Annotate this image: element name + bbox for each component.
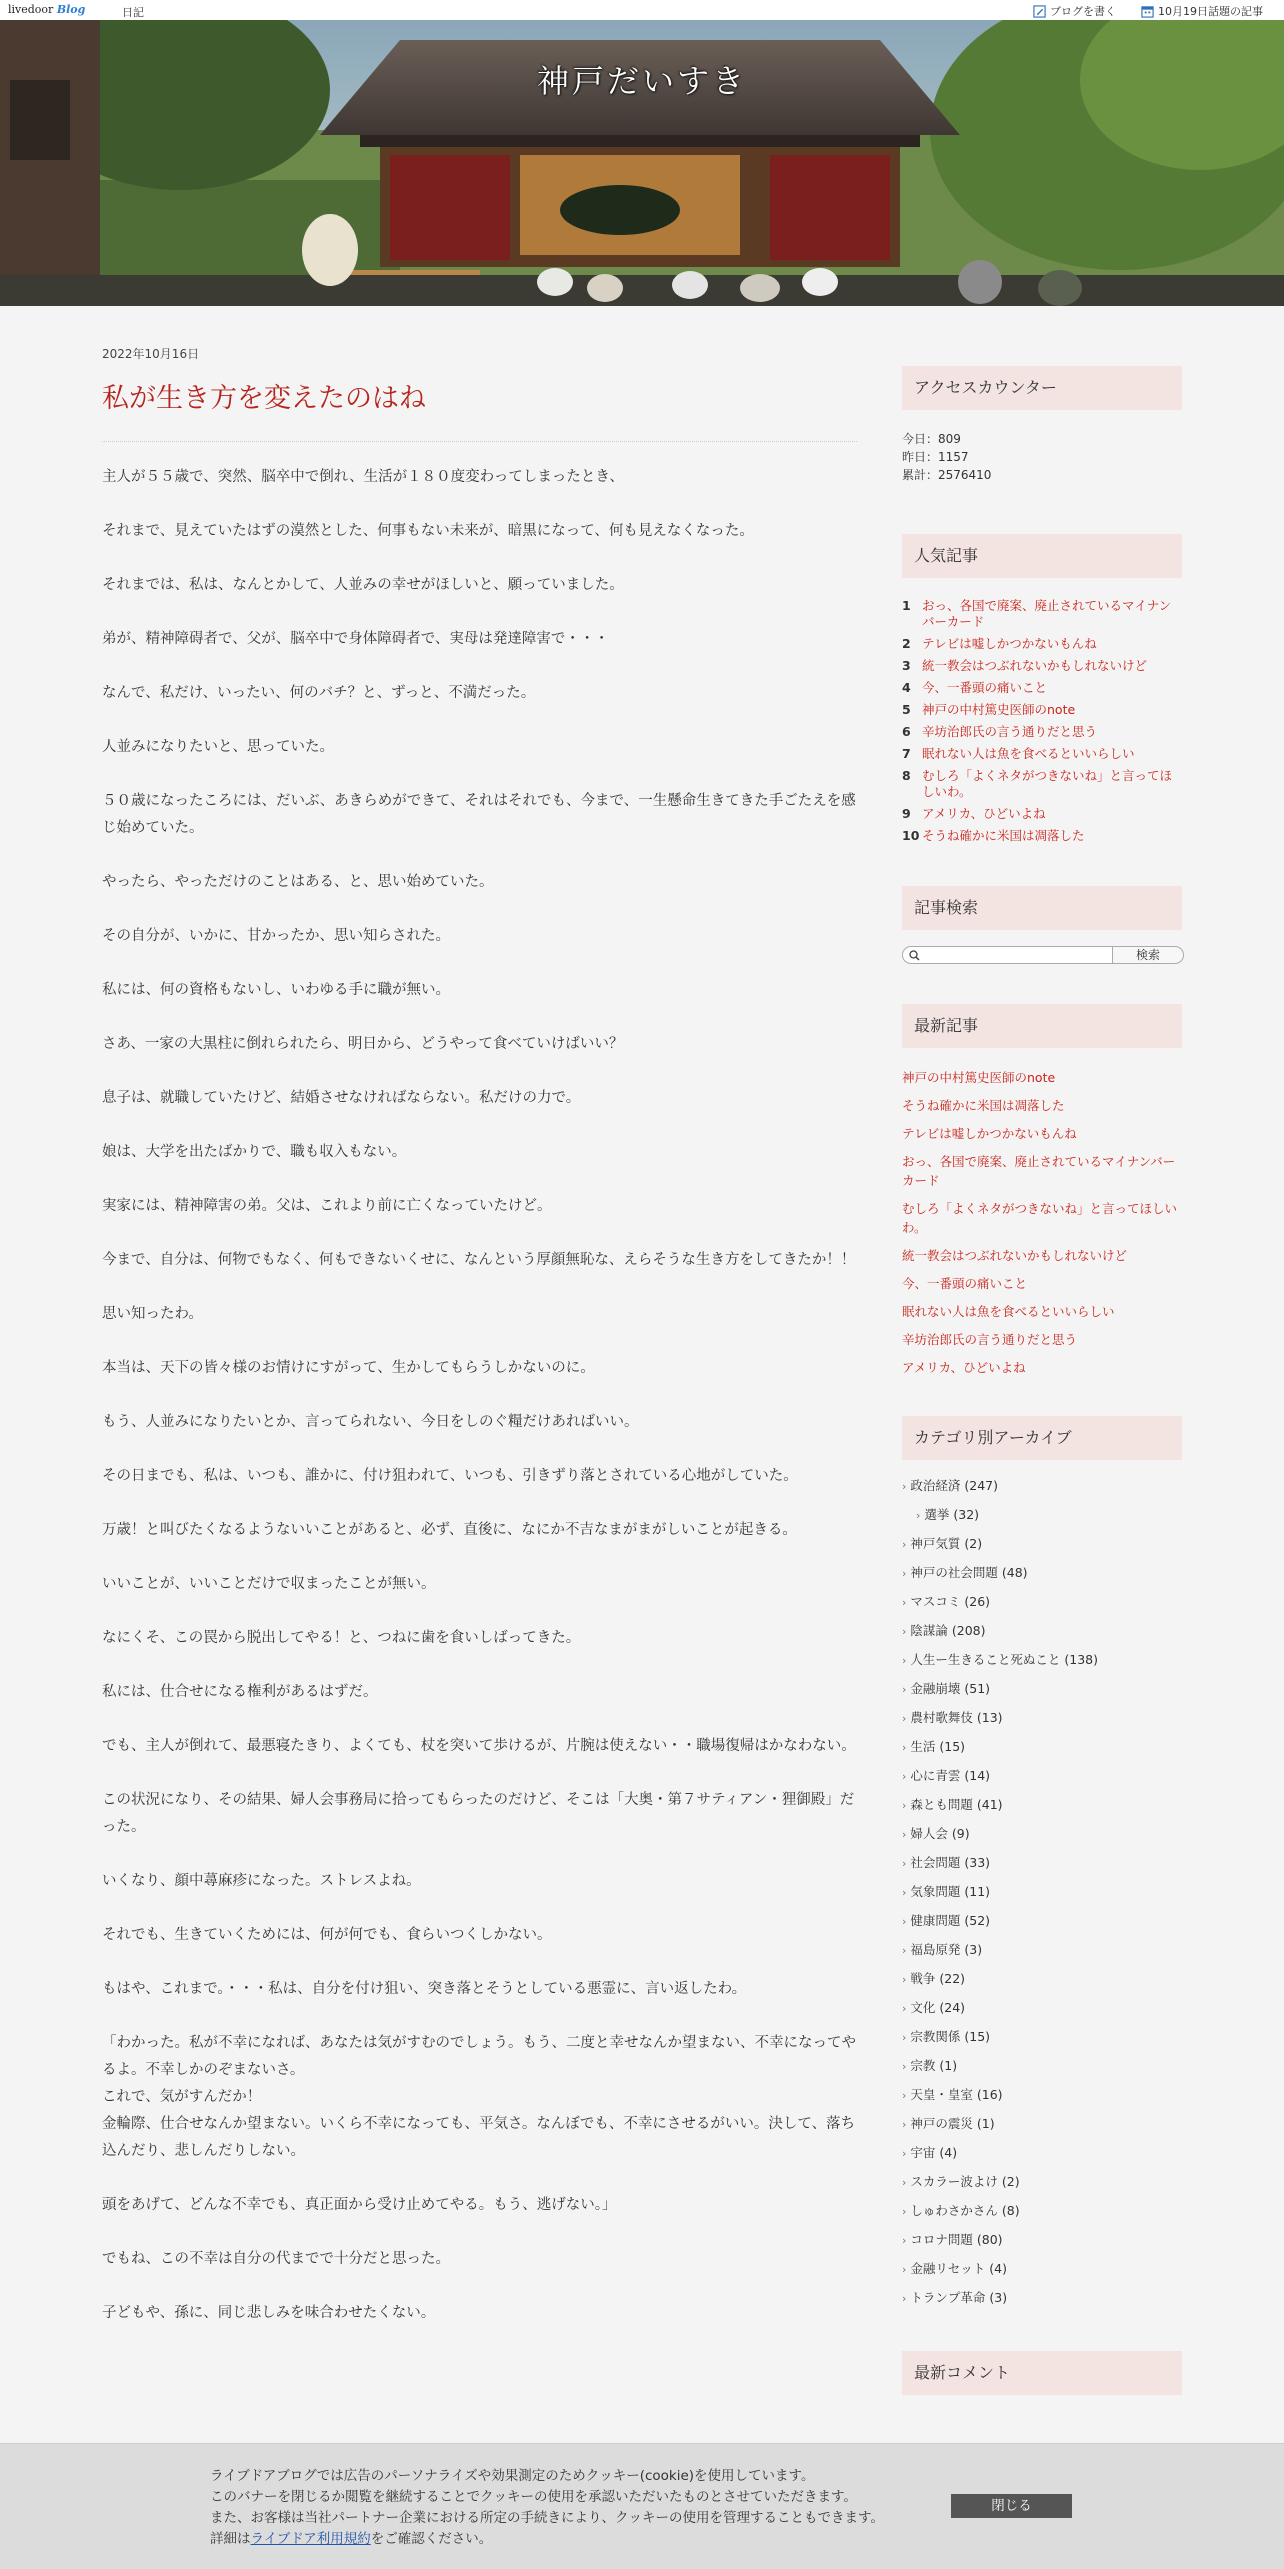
article-paragraph: 子どもや、孫に、同じ悲しみを味合わせたくない。 — [102, 2305, 436, 2321]
header-banner[interactable] — [0, 20, 1284, 306]
category-item[interactable] — [902, 2145, 1182, 2162]
chevron-right-icon: › — [902, 1799, 907, 1812]
category-item[interactable] — [902, 1710, 1182, 1727]
chevron-right-icon: › — [902, 2060, 907, 2073]
popular-rank: 6 — [902, 724, 911, 739]
chevron-right-icon: › — [902, 1654, 907, 1667]
chevron-right-icon: › — [902, 1770, 907, 1783]
popular-item — [902, 598, 1182, 630]
write-blog-link[interactable] — [1033, 3, 1116, 19]
category-item[interactable] — [902, 2087, 1182, 2104]
recent-link[interactable]: 統一教会はつぶれないかもしれないけど — [902, 1248, 1128, 1263]
category-label: 戦争 (22) — [910, 1971, 966, 1986]
category-item[interactable] — [902, 1652, 1182, 1669]
chevron-right-icon: › — [902, 1625, 907, 1638]
category-item[interactable] — [902, 1826, 1182, 1843]
cookie-line-4 — [210, 2529, 884, 2550]
category-label: 天皇・皇室 (16) — [910, 2087, 1003, 2102]
site-title[interactable]: 神戸だいすき — [536, 62, 747, 100]
popular-link[interactable]: 辛坊治郎氏の言う通りだと思う — [922, 724, 1098, 739]
article-paragraph: ５０歳になったころには、だいぶ、あきらめができて、それはそれでも、今まで、一生懸命生きてきた手ごたえを感じ始めていた。 — [102, 793, 856, 836]
popular-item — [902, 636, 1182, 652]
popular-rank: 8 — [902, 768, 911, 783]
chevron-right-icon: › — [902, 2263, 907, 2276]
category-item[interactable] — [902, 1565, 1182, 1582]
category-item[interactable] — [902, 1884, 1182, 1901]
chevron-right-icon: › — [902, 2089, 907, 2102]
article-paragraph: その日までも、私は、いつも、誰かに、付け狙われて、いつも、引きずり落とされている心地がしていた。 — [102, 1468, 798, 1484]
write-blog-label: ブログを書く — [1050, 5, 1116, 18]
category-label: 金融リセット (4) — [910, 2261, 1007, 2276]
popular-item — [902, 768, 1182, 800]
article — [102, 345, 857, 2354]
category-item[interactable] — [902, 2261, 1182, 2278]
category-item[interactable] — [902, 2290, 1182, 2307]
category-label: 人生ー生きること死ぬこと (138) — [910, 1652, 1098, 1667]
pencil-icon — [1033, 5, 1046, 18]
recent-link[interactable]: 神戸の中村篤史医師のnote — [902, 1070, 1056, 1085]
article-paragraph: 弟が、精神障碍者で、父が、脳卒中で身体障碍者で、実母は発達障害で・・・ — [102, 631, 609, 647]
chevron-right-icon: › — [902, 1741, 907, 1754]
article-paragraph: いくなり、顔中蕁麻疹になった。ストレスよね。 — [102, 1873, 421, 1889]
logo-blog-text: Blog — [56, 3, 86, 16]
popular-item — [902, 746, 1182, 762]
title-divider — [102, 441, 857, 442]
category-item[interactable] — [902, 1913, 1182, 1930]
category-label: コロナ問題 (80) — [910, 2232, 1003, 2247]
popular-link[interactable]: アメリカ、ひどいよね — [922, 806, 1046, 821]
recent-link[interactable]: おっ、各国で廃案、廃止されているマイナンバーカード — [902, 1154, 1176, 1188]
category-item[interactable] — [902, 2174, 1182, 2191]
category-label: 心に青雲 (14) — [910, 1768, 991, 1783]
terms-link[interactable]: ライブドア利用規約 — [250, 2531, 371, 2547]
recent-link[interactable]: 今、一番頭の痛いこと — [902, 1276, 1028, 1291]
article-title[interactable]: 私が生き方を変えたのはね — [102, 383, 426, 414]
article-paragraph: さあ、一家の大黒柱に倒れられたら、明日から、どうやって食べていけばいい？ — [102, 1036, 624, 1052]
category-label: 神戸の社会問題 (48) — [910, 1565, 1028, 1580]
recent-link[interactable]: むしろ「よくネタがつきないね」と言ってほしいわ。 — [902, 1201, 1178, 1235]
article-paragraph: それまで、見えていたはずの漠然とした、何事もない未来が、暗黒になって、何も見えなくなった。 — [102, 523, 754, 539]
article-date: 2022年10月16日 — [102, 347, 200, 361]
category-list — [902, 1478, 1182, 2307]
category-label: 生活 (15) — [910, 1739, 966, 1754]
article-body — [102, 464, 857, 2327]
popular-rank: 5 — [902, 702, 911, 717]
diary-link[interactable]: 日記 — [122, 6, 144, 19]
article-paragraph: 今まで、自分は、何物でもなく、何もできないくせに、なんという厚顔無恥な、えらそうな生き方をしてきたか！！ — [102, 1252, 856, 1268]
recent-link[interactable]: アメリカ、ひどいよね — [902, 1360, 1026, 1375]
counter-yesterday: 昨日：1157 — [902, 450, 969, 464]
search-input[interactable] — [902, 946, 1114, 964]
magnifier-icon — [909, 950, 920, 961]
popular-rank: 2 — [902, 636, 911, 651]
cookie-line-2: このバナーを閉じるか閲覧を継続することでクッキーの使用を承認いただいたものとさせていただきます。 — [210, 2489, 857, 2505]
chevron-right-icon: › — [902, 2002, 907, 2015]
category-label: 宇宙 (4) — [910, 2145, 958, 2160]
recent-link[interactable]: そうね確かに米国は凋落した — [902, 1098, 1065, 1113]
article-paragraph: 主人が５５歳で、突然、脳卒中で倒れ、生活が１８０度変わってしまったとき、 — [102, 469, 624, 485]
recent-heading: 最新記事 — [902, 1004, 1182, 1048]
cookie-line-4-pre: 詳細は — [210, 2531, 251, 2547]
article-paragraph: もう、人並みになりたいとか、言ってられない、今日をしのぐ糧だけあればいい。 — [102, 1414, 639, 1430]
popular-item — [902, 680, 1182, 696]
recent-link[interactable]: 眠れない人は魚を食べるといいらしい — [902, 1304, 1115, 1319]
cookie-line-1: ライブドアブログでは広告のパーソナライズや効果測定のためクッキー(cookie)を使用しています。 — [210, 2468, 815, 2484]
recent-list — [902, 1068, 1182, 1377]
cookie-banner — [0, 2443, 1284, 2569]
category-label: 政治経済 (247) — [910, 1478, 998, 1493]
counter-heading: アクセスカウンター — [902, 366, 1182, 410]
category-item[interactable] — [902, 2000, 1182, 2017]
article-paragraph: その自分が、いかに、甘かったか、思い知らされた。 — [102, 928, 450, 944]
popular-link[interactable]: 眠れない人は魚を食べるといいらしい — [922, 746, 1135, 761]
category-item[interactable] — [902, 2203, 1182, 2220]
popular-link[interactable]: おっ、各国で廃案、廃止されているマイナンバーカード — [922, 598, 1172, 629]
popular-link[interactable]: むしろ「よくネタがつきないね」と言ってほしいわ。 — [922, 768, 1173, 799]
category-item[interactable] — [902, 1855, 1182, 1872]
cookie-line-3: また、お客様は当社パートナー企業における所定の手続きにより、クッキーの使用を管理することもできます。 — [210, 2510, 884, 2526]
article-paragraph: なんで、私だけ、いったい、何のバチ？と、ずっと、不満だった。 — [102, 685, 536, 701]
category-item[interactable] — [902, 1681, 1182, 1698]
chevron-right-icon: › — [902, 1944, 907, 1957]
popular-rank: 3 — [902, 658, 911, 673]
article-paragraph: 頭をあげて、どんな不幸でも、真正面から受け止めてやる。もう、逃げない。」 — [102, 2197, 617, 2213]
category-label: 金融崩壊 (51) — [910, 1681, 991, 1696]
chevron-right-icon: › — [902, 2292, 907, 2305]
category-item[interactable] — [902, 1971, 1182, 1988]
category-item[interactable] — [902, 2029, 1182, 2046]
popular-rank: 9 — [902, 806, 911, 821]
popular-item — [902, 702, 1182, 718]
popular-rank: 10 — [902, 828, 920, 843]
popular-link[interactable]: 今、一番頭の痛いこと — [922, 680, 1048, 695]
category-label: 神戸気質 (2) — [910, 1536, 983, 1551]
category-label: 社会問題 (33) — [910, 1855, 991, 1870]
category-label: 陰謀論 (208) — [910, 1623, 986, 1638]
article-paragraph: 人並みになりたいと、思っていた。 — [102, 739, 334, 755]
search-heading: 記事検索 — [902, 886, 1182, 930]
article-paragraph: この状況になり、その結果、婦人会事務局に拾ってもらったのだけど、そこは「大奥・第７サティアン・狸御殿」だった。 — [102, 1792, 855, 1835]
chevron-right-icon: › — [902, 1596, 907, 1609]
category-label: 健康問題 (52) — [910, 1913, 991, 1928]
category-label: 選挙 (32) — [924, 1507, 980, 1522]
article-paragraph: でもね、この不幸は自分の代までで十分だと思った。 — [102, 2251, 450, 2267]
chevron-right-icon: › — [902, 1683, 907, 1696]
article-paragraph: それでも、生きていくためには、何が何でも、食らいつくしかない。 — [102, 1927, 552, 1943]
chevron-right-icon: › — [916, 1509, 921, 1522]
article-paragraph: 私には、仕合せになる権利があるはずだ。 — [102, 1684, 378, 1700]
popular-item — [902, 658, 1182, 674]
search-button[interactable]: 検索 — [1112, 946, 1184, 964]
search-form — [902, 946, 1182, 966]
category-item[interactable] — [902, 1623, 1182, 1640]
chevron-right-icon: › — [902, 1480, 907, 1493]
popular-rank: 4 — [902, 680, 911, 695]
article-paragraph: いいことが、いいことだけで収まったことが無い。 — [102, 1576, 436, 1592]
chevron-right-icon: › — [902, 2118, 907, 2131]
chevron-right-icon: › — [902, 2205, 907, 2218]
category-item[interactable] — [902, 1536, 1182, 1553]
popular-item — [902, 806, 1182, 822]
category-label: 婦人会 (9) — [910, 1826, 970, 1841]
category-label: 宗教関係 (15) — [910, 2029, 991, 2044]
chevron-right-icon: › — [902, 1915, 907, 1928]
category-label: 農村歌舞伎 (13) — [910, 1710, 1003, 1725]
category-item[interactable] — [902, 1507, 1182, 1524]
popular-rank: 7 — [902, 746, 911, 761]
article-paragraph: なにくそ、この罠から脱出してやる！と、つねに歯を食いしばってきた。 — [102, 1630, 581, 1646]
category-label: しゅわさかさん (8) — [910, 2203, 1020, 2218]
category-label: 福島原発 (3) — [910, 1942, 983, 1957]
article-paragraph: 万歳！と叫びたくなるようないいことがあると、必ず、直後に、なにか不吉なまがまがしいことが起きる。 — [102, 1522, 797, 1538]
popular-list — [902, 598, 1182, 844]
category-label: 宗教 (1) — [910, 2058, 958, 2073]
category-label: 気象問題 (11) — [910, 1884, 991, 1899]
chevron-right-icon: › — [902, 1567, 907, 1580]
category-item[interactable] — [902, 1942, 1182, 1959]
category-label: マスコミ (26) — [910, 1594, 991, 1609]
popular-link[interactable]: 神戸の中村篤史医師のnote — [922, 702, 1076, 717]
counter-today: 今日：809 — [902, 432, 961, 446]
category-label: 森とも問題 (41) — [910, 1797, 1003, 1812]
category-item[interactable] — [902, 1594, 1182, 1611]
livedoor-topbar — [0, 0, 1284, 21]
category-item[interactable] — [902, 2116, 1182, 2133]
popular-item — [902, 828, 1182, 844]
article-paragraph: 私には、何の資格もないし、いわゆる手に職が無い。 — [102, 982, 450, 998]
category-label: スカラー波よけ (2) — [910, 2174, 1020, 2189]
cookie-text — [210, 2466, 884, 2550]
trending-label: 10月19日話題の記事 — [1158, 5, 1263, 18]
cookie-line-4-post: をご確認ください。 — [370, 2531, 493, 2547]
category-label: 文化 (24) — [910, 2000, 966, 2015]
article-paragraph: 本当は、天下の皆々様のお情けにすがって、生かしてもらうしかないのに。 — [102, 1360, 595, 1376]
popular-rank: 1 — [902, 598, 911, 613]
chevron-right-icon: › — [902, 1886, 907, 1899]
article-paragraph: 息子は、就職していたけど、結婚させなければならない。私だけの力で。 — [102, 1090, 581, 1106]
comments-heading: 最新コメント — [902, 2351, 1182, 2395]
livedoor-blog-logo[interactable] — [8, 3, 85, 16]
chevron-right-icon: › — [902, 2031, 907, 2044]
category-item[interactable] — [902, 2058, 1182, 2075]
recent-link[interactable]: 辛坊治郎氏の言う通りだと思う — [902, 1332, 1078, 1347]
chevron-right-icon: › — [902, 1828, 907, 1841]
article-paragraph: 「わかった。私が不幸になれば、あなたは気がすむのでしょう。もう、二度と幸せなんか望まない、不幸になってやるよ。不幸しかのぞまないさ。 これで、気がすんだか！ 金輪際、仕合せなんか望まない。いくら不幸になっても、平気さ。なんぼでも、不幸にさせるがいい。決して、落ち込んだり、悲しんだりしない。 — [102, 2035, 856, 2159]
category-item[interactable] — [902, 1739, 1182, 1756]
popular-item — [902, 724, 1182, 740]
category-item[interactable] — [902, 2232, 1182, 2249]
category-heading: カテゴリ別アーカイブ — [902, 1416, 1182, 1460]
popular-link[interactable]: そうね確かに米国は凋落した — [922, 828, 1085, 843]
article-paragraph: でも、主人が倒れて、最悪寝たきり、よくても、杖を突いて歩けるが、片腕は使えない・・職場復帰はかなわない。 — [102, 1738, 856, 1754]
category-label: 神戸の震災 (1) — [910, 2116, 995, 2131]
category-item[interactable] — [902, 1478, 1182, 1495]
chevron-right-icon: › — [902, 1973, 907, 1986]
recent-link[interactable]: テレビは嘘しかつかないもんね — [902, 1126, 1077, 1141]
category-label: トランプ革命 (3) — [910, 2290, 1008, 2305]
category-item[interactable] — [902, 1768, 1182, 1785]
logo-text: livedoor — [8, 3, 54, 16]
article-paragraph: 娘は、大学を出たばかりで、職も収入もない。 — [102, 1144, 407, 1160]
sidebar — [902, 366, 1182, 2395]
article-paragraph: 実家には、精神障害の弟。父は、これより前に亡くなっていたけど。 — [102, 1198, 552, 1214]
chevron-right-icon: › — [902, 1712, 907, 1725]
chevron-right-icon: › — [902, 1857, 907, 1870]
article-paragraph: 思い知ったわ。 — [102, 1306, 203, 1322]
trending-link[interactable] — [1141, 3, 1263, 19]
calendar-icon — [1141, 5, 1154, 18]
popular-link[interactable]: 統一教会はつぶれないかもしれないけど — [922, 658, 1148, 673]
access-counter — [902, 430, 1182, 484]
chevron-right-icon: › — [902, 1538, 907, 1551]
popular-link[interactable]: テレビは嘘しかつかないもんね — [922, 636, 1097, 651]
article-paragraph: それまでは、私は、なんとかして、人並みの幸せがほしいと、願っていました。 — [102, 577, 624, 593]
chevron-right-icon: › — [902, 2234, 907, 2247]
chevron-right-icon: › — [902, 2147, 907, 2160]
article-paragraph: やったら、やっただけのことはある、と、思い始めていた。 — [102, 874, 494, 890]
cookie-close-button[interactable]: 閉じる — [951, 2494, 1072, 2518]
article-paragraph: もはや、これまで。・・・私は、自分を付け狙い、突き落とそうとしている悪霊に、言い返したわ。 — [102, 1981, 747, 1997]
popular-heading: 人気記事 — [902, 534, 1182, 578]
chevron-right-icon: › — [902, 2176, 907, 2189]
counter-total: 累計：2576410 — [902, 468, 992, 482]
category-item[interactable] — [902, 1797, 1182, 1814]
